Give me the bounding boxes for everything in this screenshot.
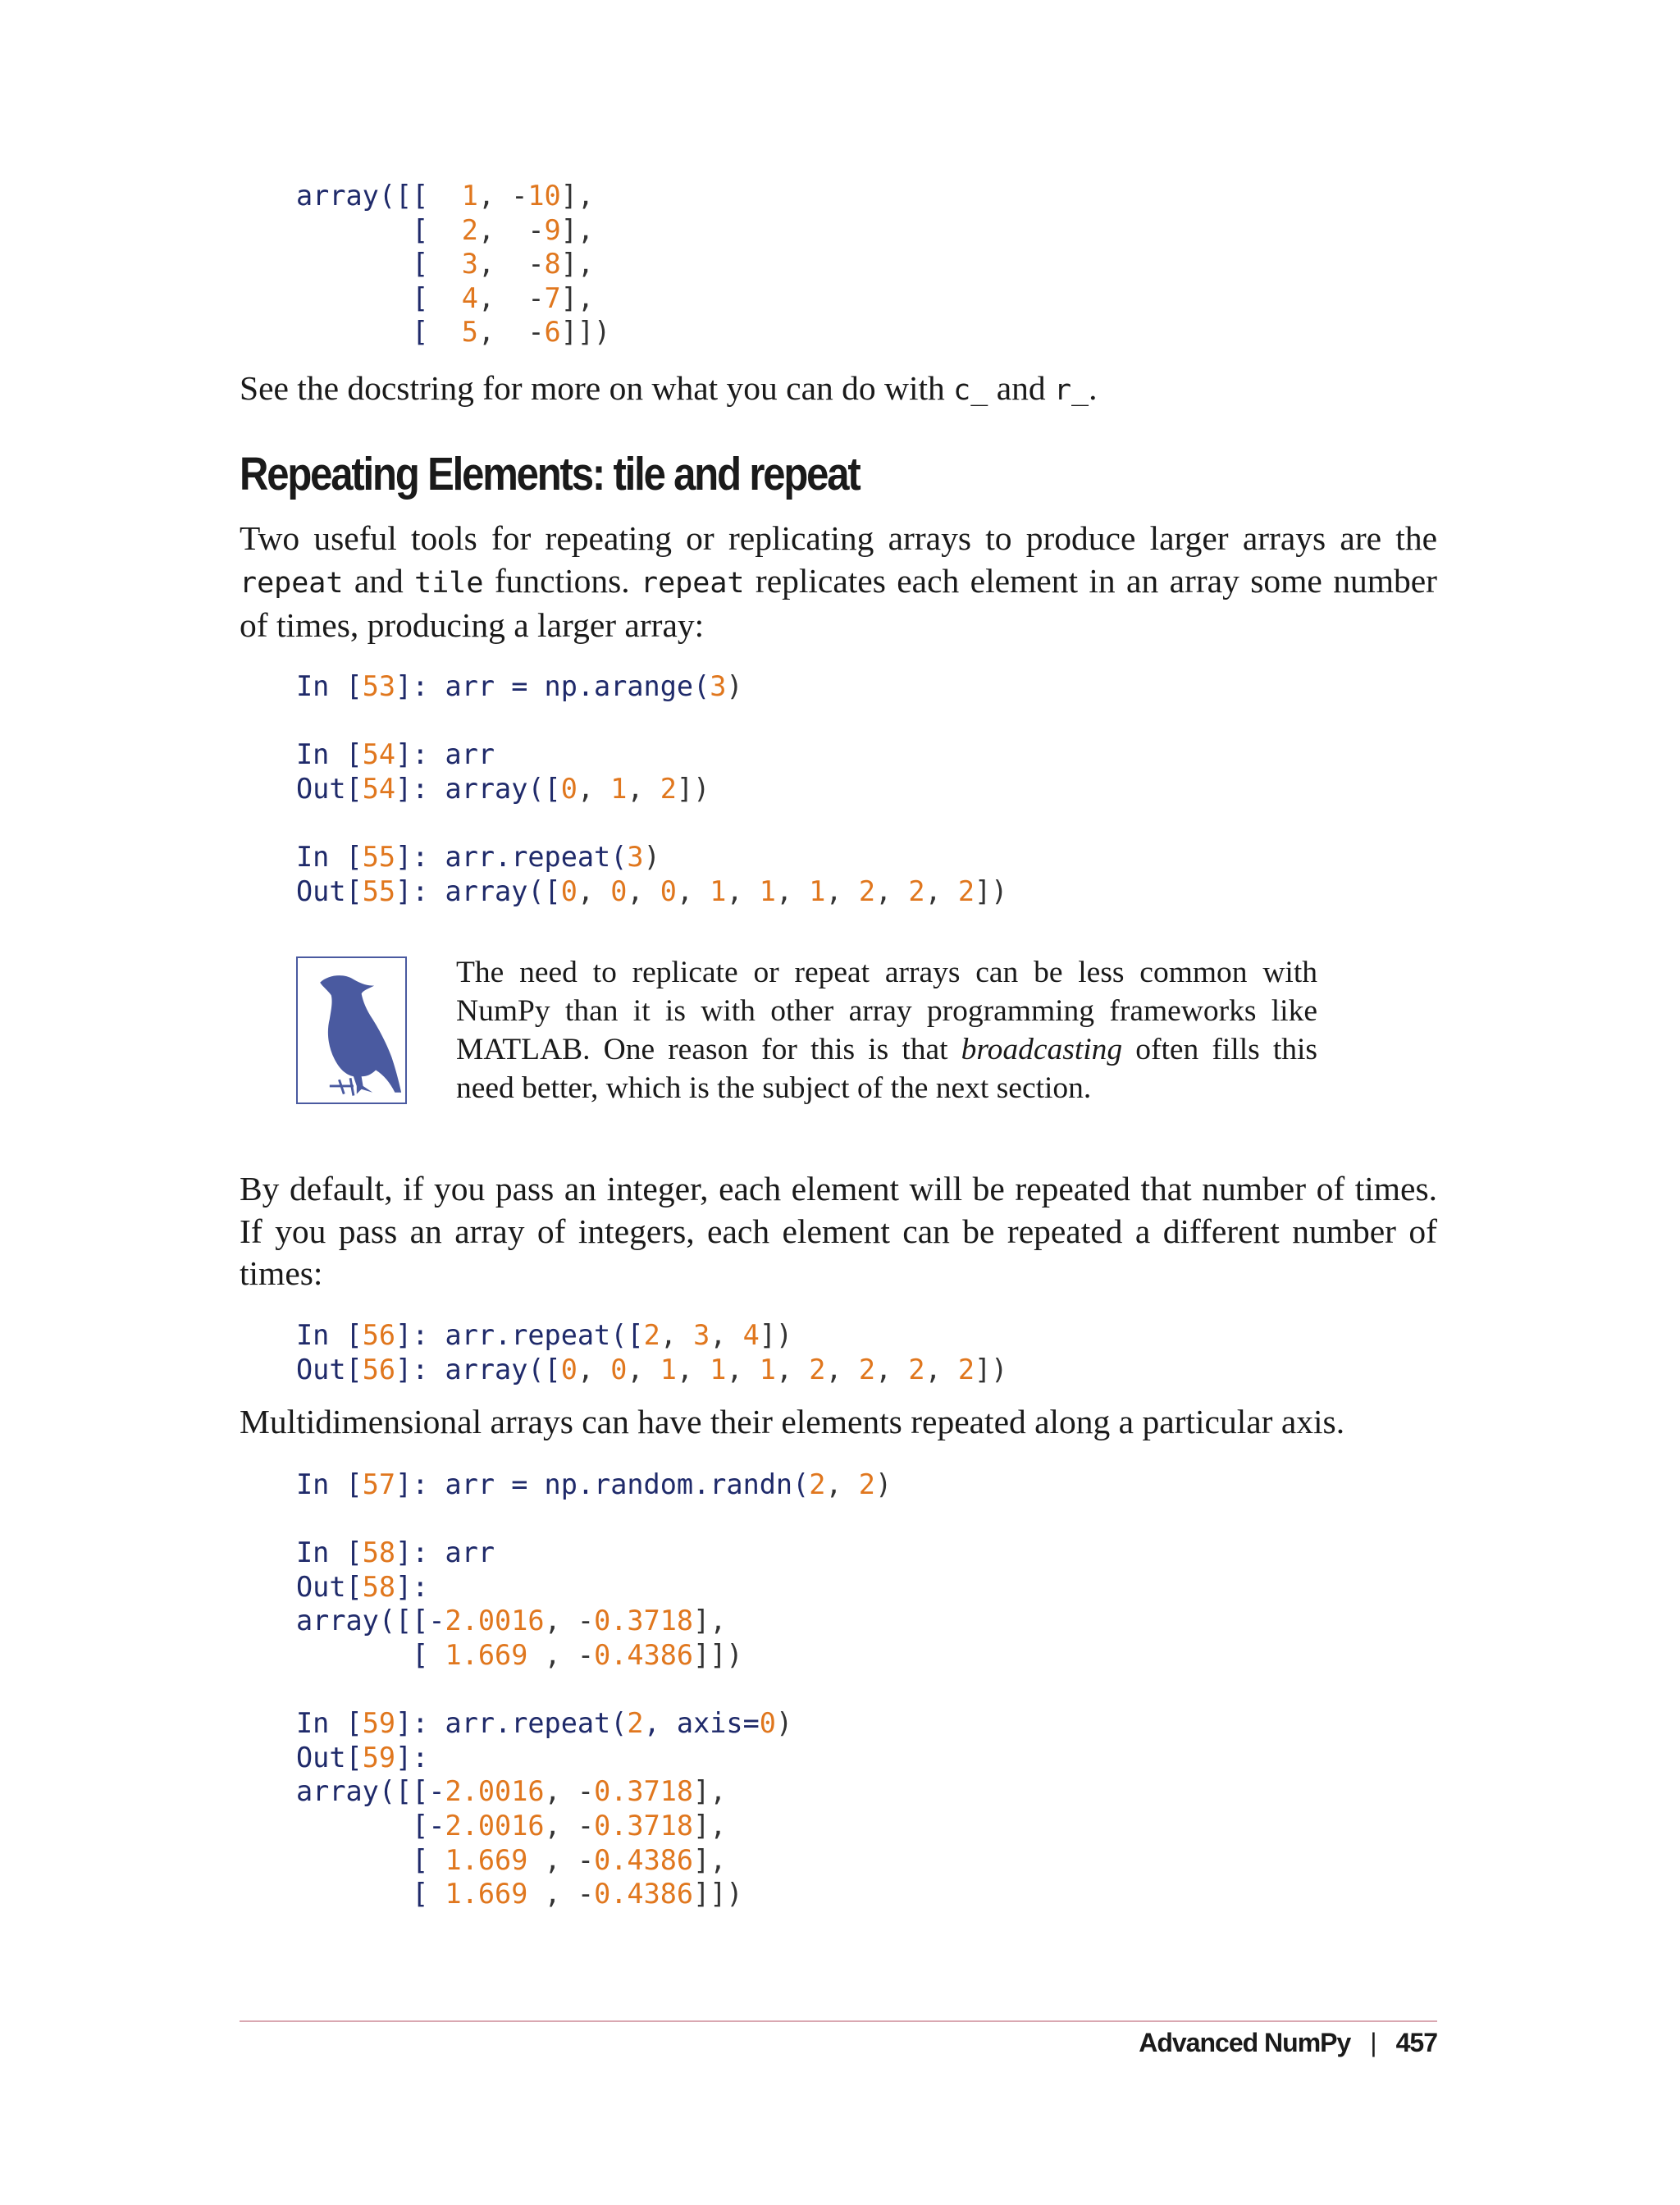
- emphasis-broadcasting: broadcasting: [961, 1033, 1123, 1066]
- code-block-repeat-axis: [296, 1468, 892, 1911]
- code-line: [ 4, -7],: [296, 281, 595, 314]
- paragraph-default-behavior: By default, if you pass an integer, each element will be repeated that number of times. If you pass an array of integers, each element can be repeated a different number of times:: [240, 1170, 1437, 1292]
- code-line: Out[58]:: [296, 1570, 429, 1603]
- paragraph-intro: Two useful tools for repeating or replicating arrays to produce larger arrays are the repeat and tile functions. repeat replicates each element in an array some number of times, producing a larger array:: [240, 519, 1437, 644]
- code-line: [ 1.669 , -0.4386]]): [296, 1878, 743, 1911]
- inline-code-repeat-2: repeat: [641, 566, 745, 600]
- code-line: array([[-2.0016, -0.3718],: [296, 1775, 727, 1808]
- footer-chapter-title: Advanced NumPy: [1139, 2028, 1351, 2057]
- inline-code-c: c_: [953, 374, 988, 407]
- code-line: [ 3, -8],: [296, 248, 595, 281]
- code-line: Out[55]: array([0, 0, 0, 1, 1, 1, 2, 2, 2]): [296, 874, 1008, 907]
- code-line: In [54]: arr: [296, 738, 495, 771]
- inline-code-tile: tile: [414, 566, 484, 600]
- section-heading: Repeating Elements: tile and repeat: [240, 448, 860, 500]
- code-block-repeat-array: [296, 1318, 1007, 1386]
- code-line: [ 2, -9],: [296, 213, 595, 246]
- page-footer: [1139, 2028, 1437, 2058]
- inline-code-repeat: repeat: [240, 566, 344, 600]
- footer-separator: |: [1370, 2028, 1376, 2057]
- code-line: array([[ 1, -10],: [296, 180, 595, 212]
- crow-bird-icon: [296, 956, 407, 1104]
- code-line: In [53]: arr = np.arange(3): [296, 670, 743, 702]
- paragraph-multidimensional: Multidimensional arrays can have their elements repeated along a particular axis.: [240, 1403, 1345, 1440]
- code-line: [ 1.669 , -0.4386],: [296, 1843, 727, 1876]
- code-line: [-2.0016, -0.3718],: [296, 1809, 727, 1842]
- code-line: In [58]: arr: [296, 1536, 495, 1569]
- code-block-repeat-examples: [296, 669, 1007, 908]
- paragraph-docstring: See the docstring for more on what you can do with c_ and r_.: [240, 369, 1098, 407]
- footer-rule: [240, 2020, 1437, 2022]
- code-line: Out[54]: array([0, 1, 2]): [296, 772, 710, 805]
- note-text: The need to replicate or repeat arrays can be less common with NumPy than it is with other array programming frameworks like MATLAB. One reason for this is that broadcasting often fills this need better, which is the subject of the next section.: [456, 956, 1317, 1105]
- code-line: In [57]: arr = np.random.randn(2, 2): [296, 1468, 892, 1500]
- code-line: array([[-2.0016, -0.3718],: [296, 1605, 727, 1637]
- code-block-array-output: [296, 179, 610, 349]
- code-line: Out[59]:: [296, 1741, 429, 1774]
- page-number: 457: [1395, 2028, 1437, 2057]
- code-line: In [59]: arr.repeat(2, axis=0): [296, 1707, 793, 1740]
- code-line: [ 5, -6]]): [296, 316, 611, 349]
- inline-code-r: r_: [1053, 374, 1089, 407]
- code-line: In [55]: arr.repeat(3): [296, 840, 660, 873]
- code-line: Out[56]: array([0, 0, 1, 1, 1, 2, 2, 2, 2]): [296, 1353, 1008, 1386]
- code-line: [ 1.669 , -0.4386]]): [296, 1638, 743, 1671]
- code-line: In [56]: arr.repeat([2, 3, 4]): [296, 1319, 793, 1351]
